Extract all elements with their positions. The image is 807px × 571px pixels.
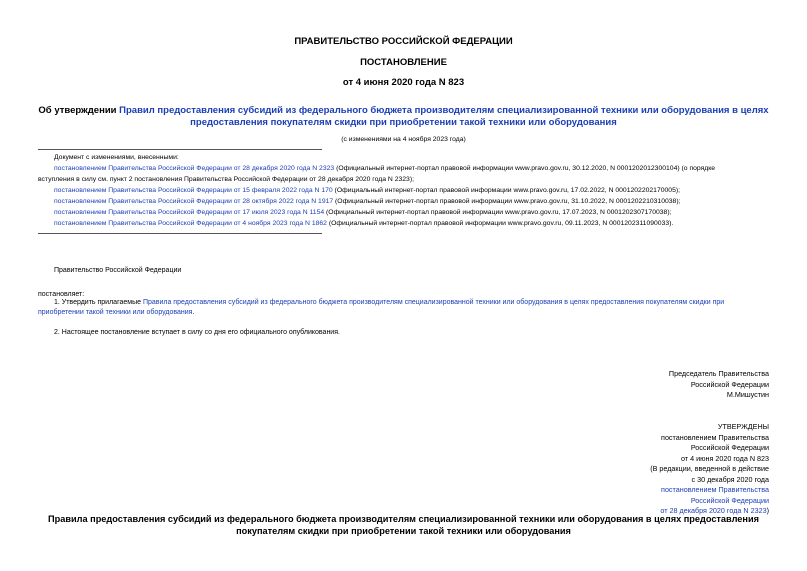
approved-line: Российской Федерации	[690, 443, 769, 452]
amendment-note: (с изменениями на 4 ноября 2023 года)	[341, 136, 466, 143]
approved-link[interactable]: от 28 декабря 2020 года N 2323	[660, 506, 767, 515]
signature-block	[669, 369, 769, 401]
amendment-details: вступления в силу см. пункт 2 постановления Правительства Российской Федерации от 28 декабря 2020 года N 2323);	[38, 176, 414, 183]
amendment-details: (Официальный интернет-портал правовой информации www.pravo.gov.ru, 09.11.2023, N 0001202311090033).	[326, 220, 674, 227]
list-item	[54, 207, 774, 218]
rules-link-continued[interactable]: приобретении такой техники или оборудования	[38, 309, 193, 316]
amendment-details: (Официальный интернет-портал правовой информации www.pravo.gov.ru, 17.02.2022, N 0001202202170005);	[332, 187, 680, 194]
title-prefix: Об утверждении	[38, 105, 120, 116]
rules-title-line-1: Правила предоставления субсидий из федерального бюджета производителям специализированной техники или оборудования в целях предоставления	[48, 514, 759, 524]
approved-line: от 4 июня 2020 года N 823	[680, 453, 769, 463]
approved-line: (В редакции, введенной в действие	[650, 464, 769, 473]
approved-line: с 30 декабря 2020 года	[691, 474, 769, 484]
paragraph-1	[38, 298, 768, 318]
amendment-link-1154[interactable]: постановлением Правительства Российской Федерации от 17 июля 2023 года N 1154	[54, 209, 325, 216]
issuer: Правительство Российской Федерации	[54, 267, 182, 274]
list-item	[54, 185, 774, 196]
amendment-link-1862[interactable]: постановлением Правительства Российской Федерации от 4 ноября 2023 года N 1862	[54, 220, 327, 227]
approved-block	[650, 422, 769, 517]
approved-line: постановлением Правительства	[661, 432, 769, 442]
document-date-number: от 4 июня 2020 года N 823	[342, 77, 465, 88]
amendment-details: (Официальный интернет-портал правовой информации www.pravo.gov.ru, 31.10.2022, N 0001202210310038);	[333, 198, 681, 205]
resolves: постановляет:	[38, 291, 85, 298]
amendment-details: (Официальный интернет-портал правовой информации www.pravo.gov.ru, 30.12.2020, N 0001202012300104) (о порядке	[334, 165, 716, 172]
paragraph-2: 2. Настоящее постановление вступает в силу со дня его официального опубликования.	[54, 329, 340, 336]
approved-close: )	[766, 506, 769, 515]
list-item	[54, 196, 774, 207]
approved-link[interactable]: Российской Федерации	[690, 495, 769, 505]
title-rules-link[interactable]: Правил предоставления субсидий из федерального бюджета производителям специализированной техники или оборудования в целях	[119, 105, 769, 116]
approved-heading: УТВЕРЖДЕНЫ	[717, 422, 769, 431]
signature-position: Председатель Правительства	[668, 369, 769, 378]
p1-prefix: 1. Утвердить прилагаемые	[54, 299, 143, 306]
p1-suffix: .	[192, 309, 195, 316]
amendment-details: (Официальный интернет-портал правовой информации www.pravo.gov.ru, 17.07.2023, N 0001202307170038);	[324, 209, 672, 216]
government-heading: ПРАВИТЕЛЬСТВО РОССИЙСКОЙ ФЕДЕРАЦИИ	[294, 36, 513, 47]
rules-title-line-2: покупателям скидки при приобретении такой техники или оборудования	[236, 526, 571, 536]
rules-title	[0, 513, 807, 537]
document-title	[0, 105, 807, 129]
amendment-link-170[interactable]: постановлением Правительства Российской Федерации от 15 февраля 2022 года N 170	[54, 187, 333, 194]
title-rules-link-continued[interactable]: предоставления покупателям скидки при приобретении такой техники или оборудования	[190, 117, 617, 128]
list-item	[38, 174, 774, 185]
document-type: ПОСТАНОВЛЕНИЕ	[360, 57, 447, 68]
amendment-link-1917[interactable]: постановлением Правительства Российской Федерации от 28 октября 2022 года N 1917	[54, 198, 334, 205]
signature-org: Российской Федерации	[690, 379, 769, 389]
amendment-link-2323[interactable]: постановлением Правительства Российской Федерации от 28 декабря 2020 года N 2323	[54, 165, 335, 172]
list-item	[54, 218, 774, 229]
list-item	[54, 163, 774, 174]
divider-bottom	[38, 233, 322, 234]
changes-heading: Документ с изменениями, внесенными:	[54, 154, 179, 161]
divider-top	[38, 149, 322, 150]
approved-link[interactable]: постановлением Правительства	[661, 485, 769, 494]
signature-name: М.Мишустин	[726, 390, 769, 399]
changes-block	[38, 152, 774, 229]
rules-link[interactable]: Правила предоставления субсидий из федерального бюджета производителям специализированной техники или оборудования в целях предоставления покупателям скидки при	[142, 299, 725, 306]
